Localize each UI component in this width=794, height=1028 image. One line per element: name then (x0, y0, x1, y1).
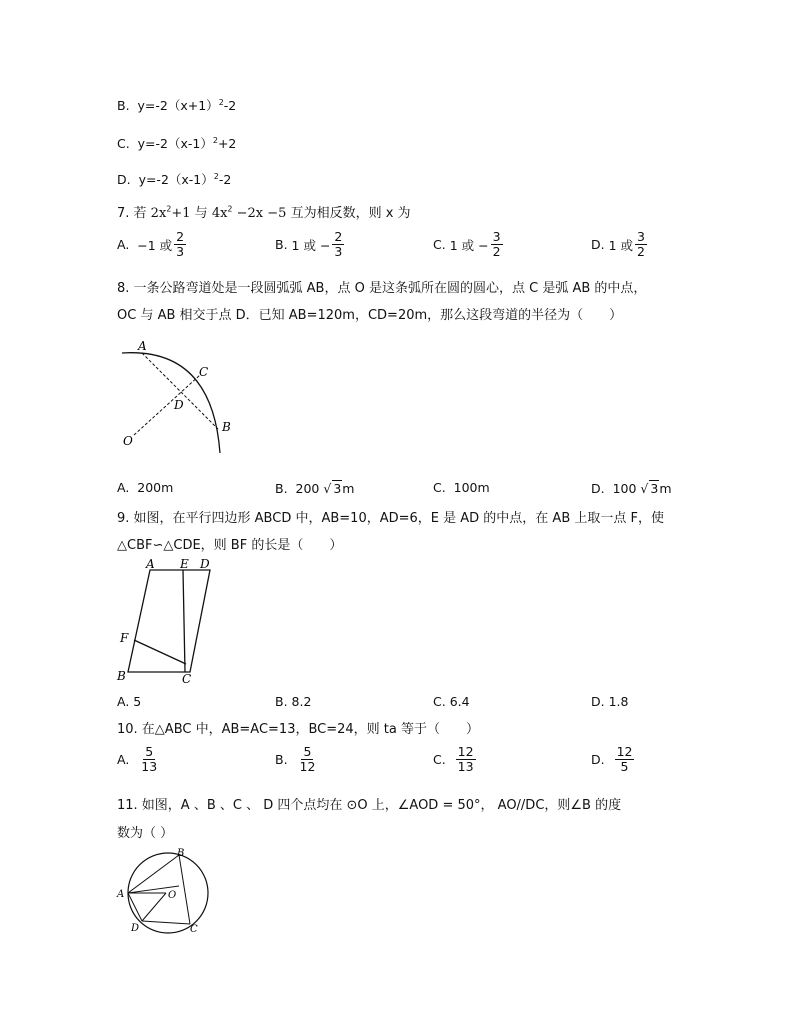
q9-option-a: A. 5 (117, 694, 142, 709)
question-8-figure (112, 335, 242, 460)
segment-ec (183, 570, 185, 672)
question-11-figure (112, 846, 222, 936)
fraction: $\frac{3}{2}$ (637, 229, 645, 260)
fraction: $\frac{12}{5}$ (616, 744, 633, 775)
segment-fc (134, 640, 186, 664)
label-d: D (131, 923, 140, 934)
label-c: C (182, 672, 192, 686)
question-9-figure (114, 556, 214, 686)
q7-option-b: B. 1 或 − $\frac{2}{3}$ (275, 229, 343, 260)
option-label: B. (117, 98, 130, 113)
q8-option-b: B. 200 √ 3 m (275, 480, 355, 496)
label-f: F (120, 631, 129, 645)
q9-option-d: D. 1.8 (591, 694, 629, 709)
label-b: B (117, 669, 126, 683)
question-11-line2: 数为（ ） (117, 826, 174, 841)
q8-option-a: A. 200m (117, 480, 174, 495)
segment-bc (179, 855, 190, 924)
label-d: D (200, 557, 210, 571)
q9-option-c: C. 6.4 (433, 694, 470, 709)
question-9-line1: 9. 如图，在平行四边形 ABCD 中，AB=10，AD=6，E 是 AD 的中点，在 AB 上取一点 F，使 (117, 511, 664, 526)
segment-od (142, 893, 166, 921)
q10-option-a: A. $\frac{5}{13}$ (117, 744, 158, 775)
label-o: O (123, 434, 133, 448)
fraction: $\frac{5}{12}$ (299, 744, 316, 775)
question-8-line1: 8. 一条公路弯道处是一段圆弧弧 AB，点 O 是这条弧所在圆的圆心，点 C 是弧 AB 的中点， (117, 281, 647, 296)
question-7-stem: 7. 若 $2x^2+1$ 与 $4x^2 -2x -5$ 互为相反数，则 x 为 (117, 204, 411, 221)
label-a: A (146, 557, 155, 571)
fraction: $\frac{3}{2}$ (492, 229, 501, 260)
q7-option-d: D. 1 或 $\frac{3}{2}$ (591, 229, 645, 260)
question-8-line2: OC 与 AB 相交于点 D．已知 AB=120m，CD=20m，那么这段弯道的半径为（ ） (117, 308, 623, 323)
option-label: C. (117, 136, 130, 151)
label-o: O (168, 890, 177, 901)
label-b: B (222, 420, 231, 434)
label-a: A (117, 889, 125, 900)
label-a: A (138, 339, 147, 353)
segment-dc (142, 921, 190, 924)
fraction: $\frac{12}{13}$ (457, 744, 474, 775)
option-label: D. (117, 172, 131, 187)
fraction: $\frac{2}{3}$ (176, 229, 185, 260)
option-b-prev: B. $y=-2(x+1)^2-2$ (117, 97, 237, 113)
q8-option-c: C. 100m (433, 480, 490, 495)
fraction: $\frac{5}{13}$ (141, 744, 158, 775)
option-d-prev: D. $y=-2(x-1)^2-2$ (117, 171, 232, 187)
q9-option-b: B. 8.2 (275, 694, 312, 709)
question-11-line1: 11. 如图，A 、B 、C 、 D 四个点均在 ⊙O 上，∠AOD = 50°， AO//DC，则∠B 的度 (117, 798, 622, 813)
option-c-prev: C. $y=-2(x-1)^2+2$ (117, 135, 237, 151)
label-e: E (180, 557, 189, 571)
fraction: $\frac{2}{3}$ (334, 229, 343, 260)
question-9-line2: △CBF∽△CDE，则 BF 的长是（ ） (117, 538, 343, 553)
q10-option-c: C. $\frac{12}{13}$ (433, 744, 474, 775)
label-b: B (177, 848, 185, 859)
segment-oc (134, 375, 200, 435)
question-10-stem: 10. 在△ABC 中，AB=AC=13，BC=24，则 ta 等于（ ） (117, 722, 480, 737)
q10-option-b: B. $\frac{5}{12}$ (275, 744, 316, 775)
label-d: D (174, 398, 184, 412)
q8-option-d: D. 100 √ 3 m (591, 480, 672, 496)
q7-option-c: C. 1 或 − $\frac{3}{2}$ (433, 229, 501, 260)
q7-option-a: A. −1 或 $\frac{2}{3}$ (117, 229, 185, 260)
label-c: C (190, 924, 198, 935)
label-c: C (199, 365, 209, 379)
q10-option-d: D. $\frac{12}{5}$ (591, 744, 633, 775)
